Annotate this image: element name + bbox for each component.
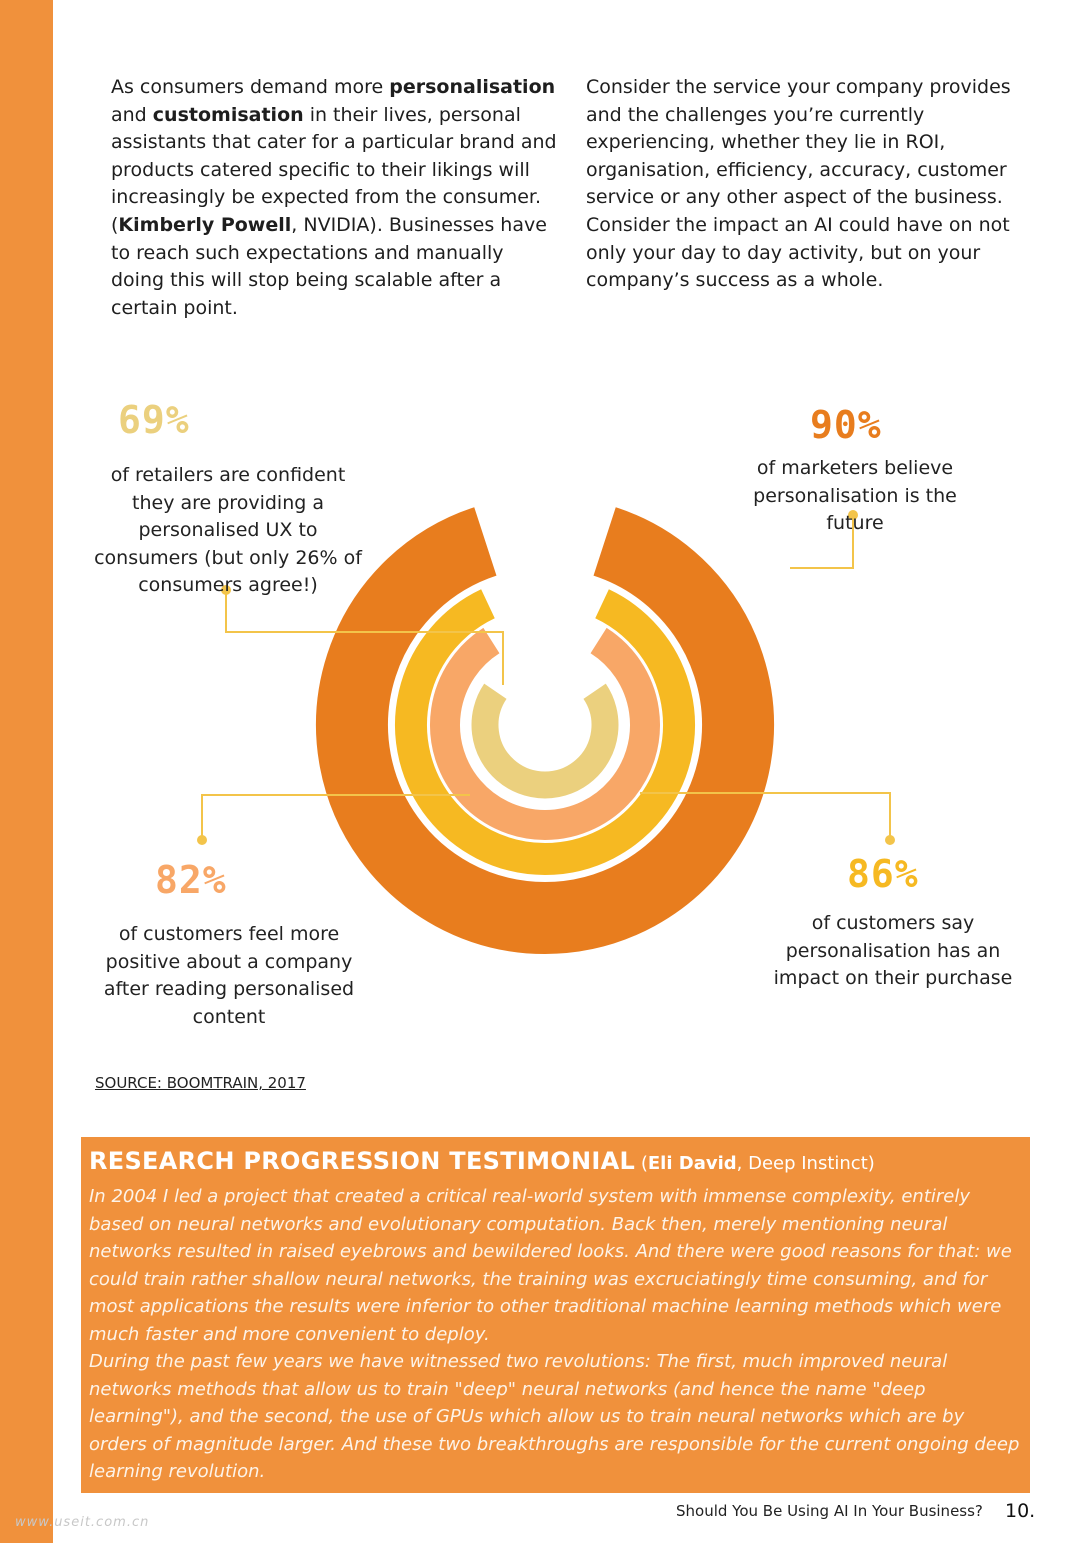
testimonial-box [81,1137,1030,1493]
author-name: Eli David [647,1153,737,1174]
intro-text: in their lives, personal assistants that cater for a particular brand and products catered specific to their likings will increasingly be expected from the consumer. ( [111,103,557,236]
page-number: 10. [1005,1500,1036,1522]
testimonial-paragraph-2: During the past few years we have witnessed two revolutions: The first, much improved neural networks methods that allow us to train "deep" neural networks (and hence the name "deep learning"), and the second, the use of GPUs which allow us to train neural networks which are by orders of magnitude larger. And these two breakthroughs are responsible for the current ongoing deep learning revolution. [89,1351,1020,1482]
intro-emphasis: customisation [152,103,304,126]
leader-82-dot [197,835,207,845]
testimonial-paragraph-1: In 2004 I led a project that created a critical real-world system with immense complexity, entirely based on neural networks and evolutionary computation. Back then, merely mentioning neural networks resulted in raised eyebrows and bewildered looks. And there were good reasons for that: we could train rather shallow neural networks, the training was excruciatingly time consuming, and for most applications the results were inferior to other traditional machine learning methods which were much faster and more convenient to deploy. [89,1186,1012,1345]
stat-86-text: of customers say personalisation has an impact on their purchase [773,912,1013,990]
stat-90-percent: 90% [810,403,882,447]
footer-document-title: Should You Be Using AI In Your Business? [676,1502,983,1520]
intro-text: and [111,103,153,126]
testimonial-heading [89,1146,1020,1179]
testimonial-title: RESEARCH PROGRESSION TESTIMONIAL [89,1147,636,1175]
intro-emphasis: Kimberly Powell [118,213,292,236]
intro-emphasis: personalisation [389,76,556,98]
stat-82-text: of customers feel more positive about a company after reading personalised content [103,923,355,1028]
watermark: www.useit.com.cn [15,1515,150,1530]
intro-text: As consumers demand more [111,76,390,98]
intro-right-column: Consider the service your company provides and the challenges you’re currently experiencing, whether they lie in ROI, organisation, efficiency, accuracy, customer service or any other aspect of the business. Consider the impact an AI could have on not only your day to day activity, but on your company’s success as a whole. [586,76,1011,292]
source-citation: SOURCE: BOOMTRAIN, 2017 [95,1074,306,1092]
stat-82-percent: 82% [155,858,227,902]
stat-69-text: of retailers are confident they are providing a personalised UX to consumers (but only 26% of consumers agree!) [94,464,362,597]
intro-text: , NVIDIA). Businesses have to reach such expectations and manually doing this will stop being scalable after a certain point. [111,213,547,319]
stat-86-percent: 86% [847,852,919,896]
ring-retailers [485,691,605,785]
leader-86-dot [885,835,895,845]
testimonial-body [89,1183,1020,1486]
stat-69-percent: 69% [118,398,190,442]
stat-90-text: of marketers believe personalisation is the future [753,457,957,535]
testimonial-author: (Eli David, Deep Instinct) [635,1153,875,1174]
